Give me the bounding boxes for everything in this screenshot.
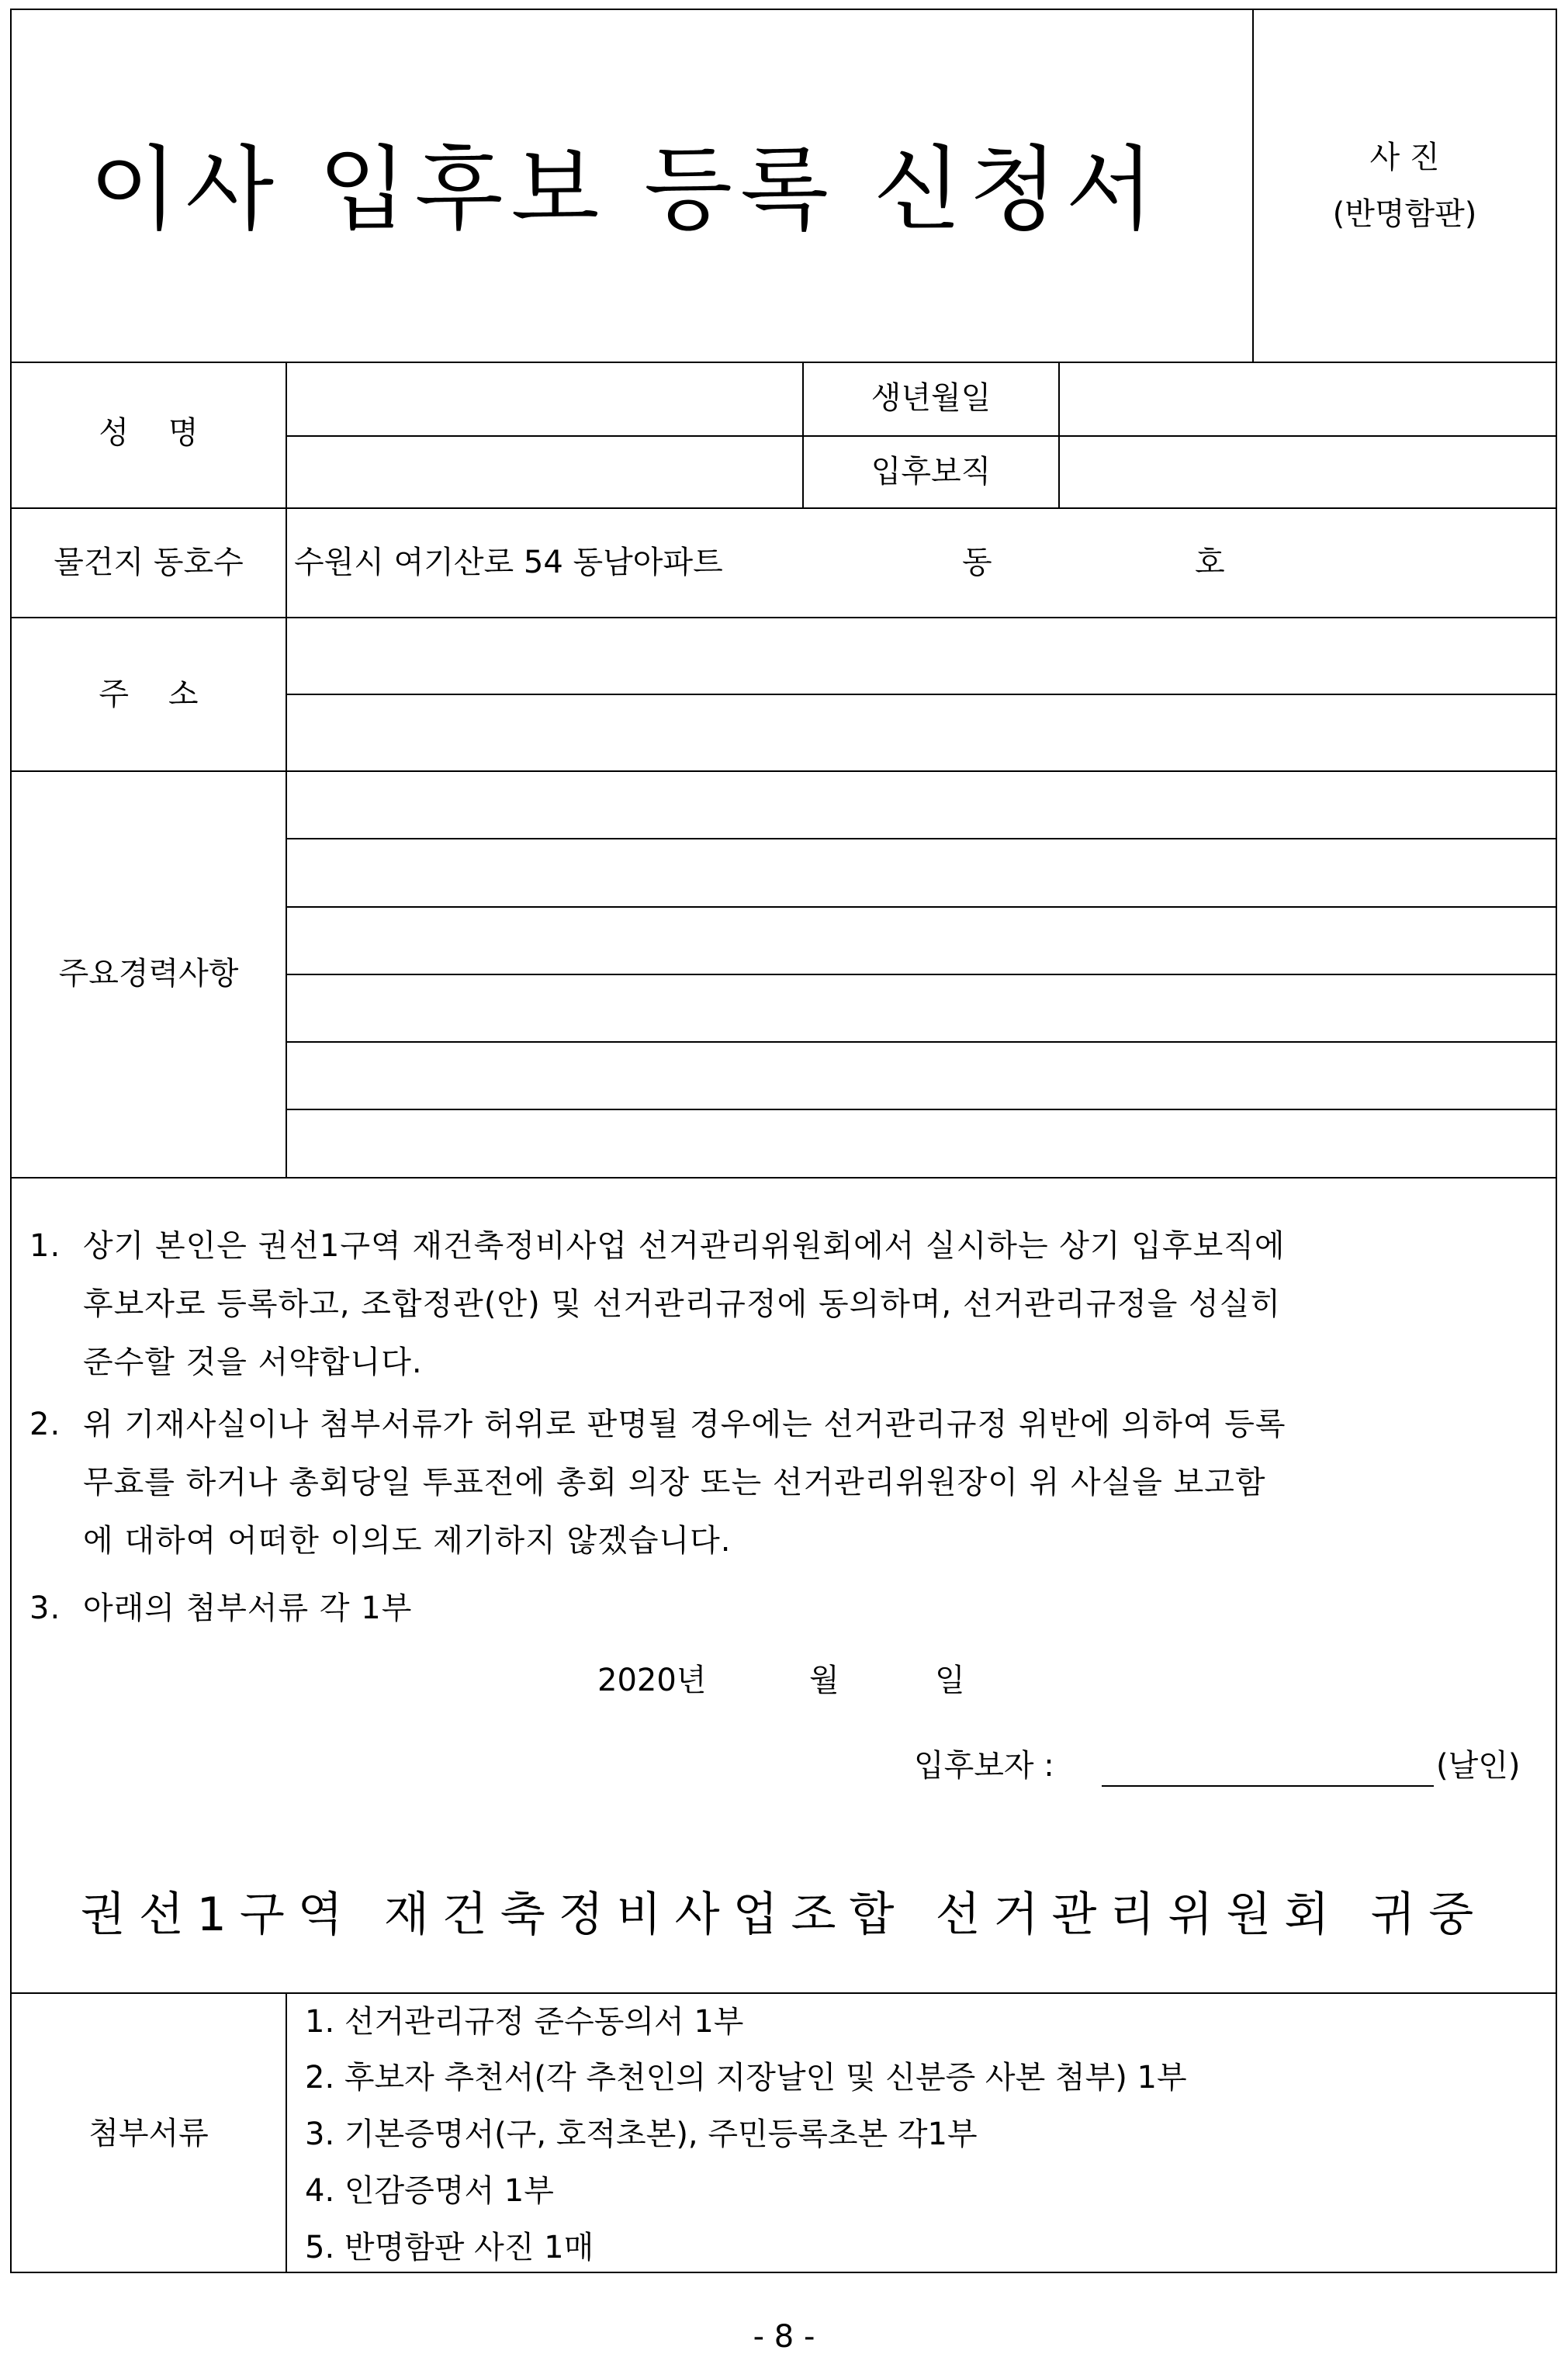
statement-number: 1. (29, 1228, 61, 1264)
address-label: 주 소 (99, 677, 199, 712)
divider (286, 1992, 287, 2272)
ho-label: 호 (1195, 545, 1225, 580)
birth-label: 생년월일 (871, 380, 992, 416)
statement-line: 에 대하여 어떠한 이의도 제기하지 않겠습니다. (83, 1523, 732, 1559)
statement-line: 무효를 하거나 총회당일 투표전에 총회 의장 또는 선거관리위원장이 위 사실을 보고함 (83, 1465, 1266, 1500)
name-field[interactable] (287, 363, 801, 507)
address-field-line2[interactable] (287, 695, 1556, 770)
signature-label: 입후보자 : (914, 1748, 1054, 1784)
statement-line: 후보자로 등록하고, 조합정관(안) 및 선거관리규정에 동의하며, 선거관리규정을 성실히 (83, 1286, 1282, 1322)
dong-label: 동 (962, 545, 992, 580)
page-number: - 8 - (753, 2319, 815, 2355)
statement-number: 3. (29, 1590, 61, 1626)
position-label: 입후보직 (871, 454, 992, 490)
address-field-line1[interactable] (287, 618, 1556, 694)
statement-line: 상기 본인은 권선1구역 재건축정비사업 선거관리위원회에서 실시하는 상기 입후보직에 (83, 1228, 1286, 1264)
career-field[interactable] (287, 772, 1556, 1177)
form-title: 이사 입후보 등록 신청서 (89, 136, 1162, 243)
unit-label: 물건지 동호수 (54, 545, 244, 580)
date-month: 월 (809, 1663, 839, 1698)
attachment-item: 5. 반명함판 사진 1매 (305, 2230, 594, 2265)
attachment-item: 3. 기본증명서(구, 호적초본), 주민등록초본 각1부 (305, 2116, 978, 2152)
divider (12, 1992, 1556, 1994)
photo-size-label: (반명함판) (1332, 196, 1477, 232)
statement-line: 아래의 첨부서류 각 1부 (83, 1590, 413, 1626)
position-field[interactable] (1060, 437, 1556, 507)
committee-addressee: 권선1구역 재건축정비사업조합 선거관리위원회 귀중 (80, 1888, 1487, 1942)
divider (12, 1177, 1556, 1178)
statement-line: 준수할 것을 서약합니다. (83, 1345, 423, 1380)
divider (12, 507, 1556, 509)
attachment-item: 1. 선거관리규정 준수동의서 1부 (305, 2004, 744, 2040)
photo-label: 사 진 (1369, 140, 1440, 175)
attachment-item: 4. 인감증명서 1부 (305, 2173, 554, 2209)
date-day: 일 (935, 1663, 965, 1698)
birth-field[interactable] (1060, 363, 1556, 435)
divider (1252, 10, 1254, 363)
attachments-label: 첨부서류 (88, 2116, 209, 2151)
application-form (10, 9, 1557, 2273)
seal-label: (날인) (1436, 1748, 1521, 1784)
career-label: 주요경력사항 (58, 956, 239, 992)
unit-address: 수원시 여기산로 54 동남아파트 (294, 545, 723, 580)
date-year: 2020년 (597, 1663, 707, 1698)
name-label: 성 명 (99, 415, 199, 451)
statement-line: 위 기재사실이나 첨부서류가 허위로 판명될 경우에는 선거관리규정 위반에 의하여 등록 (83, 1407, 1286, 1442)
attachment-item: 2. 후보자 추천서(각 추천인의 지장날인 및 신분증 사본 첨부) 1부 (305, 2060, 1187, 2096)
signature-line[interactable] (1102, 1785, 1434, 1787)
statement-number: 2. (29, 1407, 61, 1442)
